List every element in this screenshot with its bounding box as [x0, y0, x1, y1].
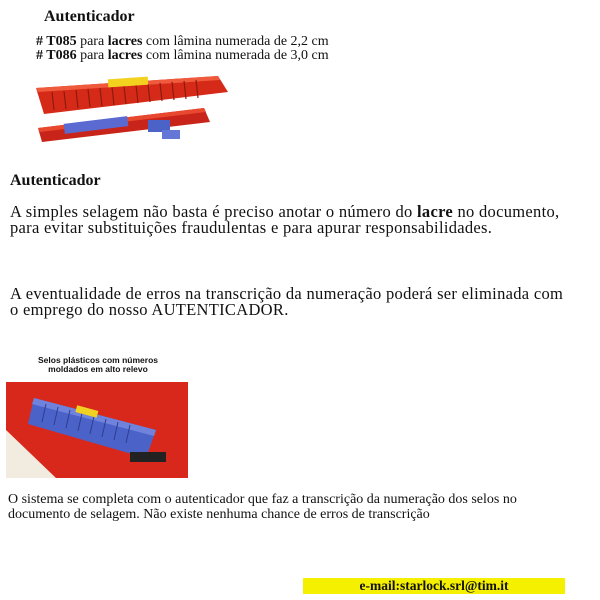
product-line-t086	[36, 48, 329, 63]
product-code: # T086	[36, 48, 77, 63]
paragraph-eventualidade: A eventualidade de erros na transcrição da numeração poderá ser eliminada com o emprego do nosso AUTENTICADOR.	[10, 284, 564, 319]
authenticator-device-image	[28, 70, 238, 150]
product-line-t085	[36, 34, 329, 49]
product-code: # T085	[36, 34, 77, 49]
paragraph-sistema: O sistema se completa com o autenticador que faz a transcrição da numeração dos selos no documento de selagem. Não existe nenhuma chance de erros de transcrição	[8, 492, 517, 522]
product-text: para	[76, 34, 108, 49]
product-text: com lâmina numerada de 3,0 cm	[142, 48, 329, 63]
section-title: Autenticador	[10, 172, 101, 189]
product-bold-word: lacres	[107, 34, 143, 49]
photo-caption: Selos plásticos com números moldados em alto relevo	[38, 355, 158, 374]
product-bold-word: lacres	[107, 48, 143, 63]
product-text: para	[76, 48, 108, 63]
paragraph-text: no documento, para evitar substituições fraudulentas e para apurar responsabilidades.	[10, 202, 560, 237]
device-blue-seal-2	[162, 130, 180, 139]
page-title: Autenticador	[44, 8, 135, 25]
paragraph-bold-word: lacre	[417, 202, 454, 221]
paragraph-selagem	[10, 204, 570, 236]
paragraph-text: A simples selagem não basta é preciso anotar o número do	[10, 202, 418, 221]
contact-email[interactable]: e-mail:starlock.srl@tim.it	[303, 578, 565, 594]
product-text: com lâmina numerada de 2,2 cm	[142, 34, 329, 49]
photo-seal-tag	[130, 452, 166, 462]
